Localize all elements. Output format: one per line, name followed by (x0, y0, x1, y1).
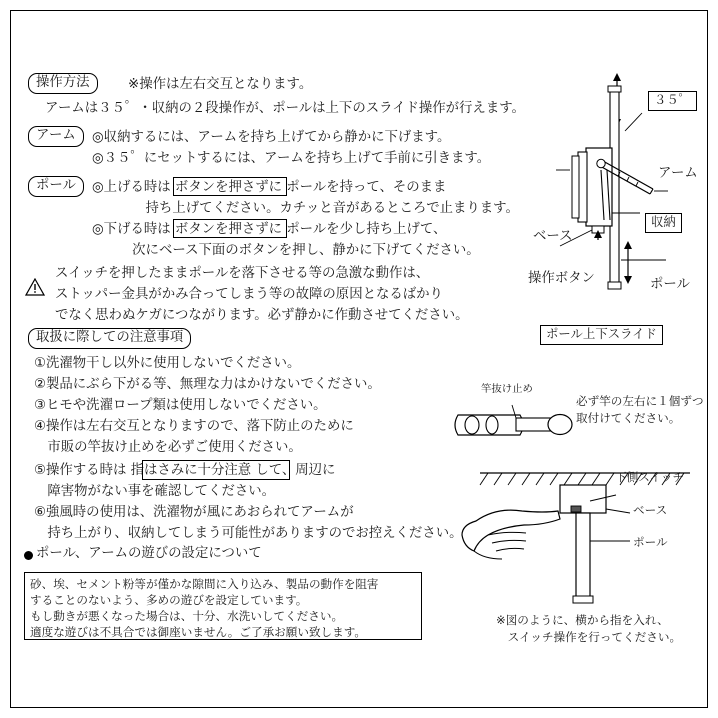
note-item-4b: 市販の竿抜け止めを必ずご使用ください。 (34, 440, 302, 455)
figure-arm-label: アーム (658, 166, 698, 181)
pole-line-1: ◎上げる時は ボタンを押さずに ポールを持って、そのまま (92, 180, 447, 195)
caution-line-2: ストッパー金具がかみ合ってしまう等の故障の原因となるばかり (55, 287, 443, 302)
pole-line-3: ◎下げる時は ボタンを押さずに ポールを少し持ち上げて、 (92, 222, 447, 237)
switch-pole-label: ポール (633, 535, 668, 549)
note-item-5-emphasis-box (142, 460, 290, 480)
note-item-6a: ⑥強風時の使用は、洗濯物が風にあおられてアームが (34, 505, 354, 520)
pole-line-2: 持ち上げてください。カチッと音があるところで止まります。 (92, 201, 519, 216)
note-item-1: ①洗濯物干し以外に使用しないでください。 (34, 356, 301, 371)
caution-line-1: スイッチを押したままポールを落下させる等の急激な動作は、 (55, 266, 430, 281)
note-item-5b: 障害物がない事を確認してください。 (34, 484, 276, 499)
figure-angle-label: ３５゜ (648, 91, 697, 111)
play-line-3: もし動きが悪くなった場合は、十分、水洗いしてください。 (30, 609, 344, 623)
operation-heading-note: ※操作は左右交互となります。 (128, 77, 313, 92)
play-bullet-icon (24, 551, 33, 560)
notes-heading: 取扱に際しての注意事項 (28, 328, 191, 349)
switch-note-1: ※図のように、横から指を入れ、 (496, 613, 669, 627)
arm-line-1: ◎収納するには、アームを持ち上げてから静かに下げます。 (92, 130, 451, 145)
stopper-note-2: 取付けてください。 (576, 411, 681, 425)
switch-note-2: スイッチ操作を行ってください。 (496, 630, 682, 644)
play-line-1: 砂、埃、セメント粉等が僅かな隙間に入り込み、製品の動作を阻害 (30, 577, 379, 591)
play-line-2: することのないよう、多めの遊びを設定しています。 (30, 593, 308, 607)
warning-triangle-icon (25, 278, 45, 296)
arm-label: アーム (28, 126, 84, 147)
arm-line-2: ◎３５゜にセットするには、アームを持ち上げて手前に引きます。 (92, 151, 491, 166)
figure-pole-label: ポール (650, 277, 690, 292)
switch-base-label: ベース (633, 503, 668, 517)
lower-switch-label: 下側スイッチ (615, 470, 685, 484)
stopper-title: 竿抜け止め (481, 383, 533, 395)
figure-button-label: 操作ボタン (528, 271, 595, 286)
note-item-4a: ④操作は左右交互となりますので、落下防止のために (34, 419, 354, 434)
note-item-2: ②製品にぶら下がる等、無理な力はかけないでください。 (34, 377, 381, 392)
play-line-4: 適度な遊びは不具合では御座いません。ご了承お願い致します。 (30, 625, 366, 639)
note-item-5a: ⑤操作する時は 指はさみに十分注意 して、周辺に (34, 463, 336, 478)
pole-down-emphasis-box (173, 219, 287, 238)
stopper-note-1: 必ず竿の左右に１個ずつ (576, 394, 704, 408)
pole-label: ポール (28, 176, 84, 197)
note-item-6b: 持ち上がり、収納してしまう可能性がありますのでお控えください。 (34, 526, 463, 541)
pole-up-emphasis-box (173, 177, 287, 196)
figure-storage-label: 収納 (645, 213, 682, 233)
figure-base-label: ベース (533, 229, 573, 244)
figure-stopper (450, 385, 580, 465)
caution-line-3: でなく思わぬケガにつながります。必ず静かに作動させてください。 (55, 308, 469, 323)
operation-heading: 操作方法 (28, 73, 98, 94)
figure-slide-label: ポール上下スライド (540, 325, 663, 345)
operation-intro: アームは３５゜・収納の２段操作が、ポールは上下のスライド操作が行えます。 (45, 101, 525, 116)
note-item-3: ③ヒモや洗濯ロープ類は使用しないでください。 (34, 398, 327, 413)
play-heading: ポール、アームの遊びの設定について (36, 546, 262, 561)
pole-line-4: 次にベース下面のボタンを押し、静かに下げてください。 (92, 243, 480, 258)
